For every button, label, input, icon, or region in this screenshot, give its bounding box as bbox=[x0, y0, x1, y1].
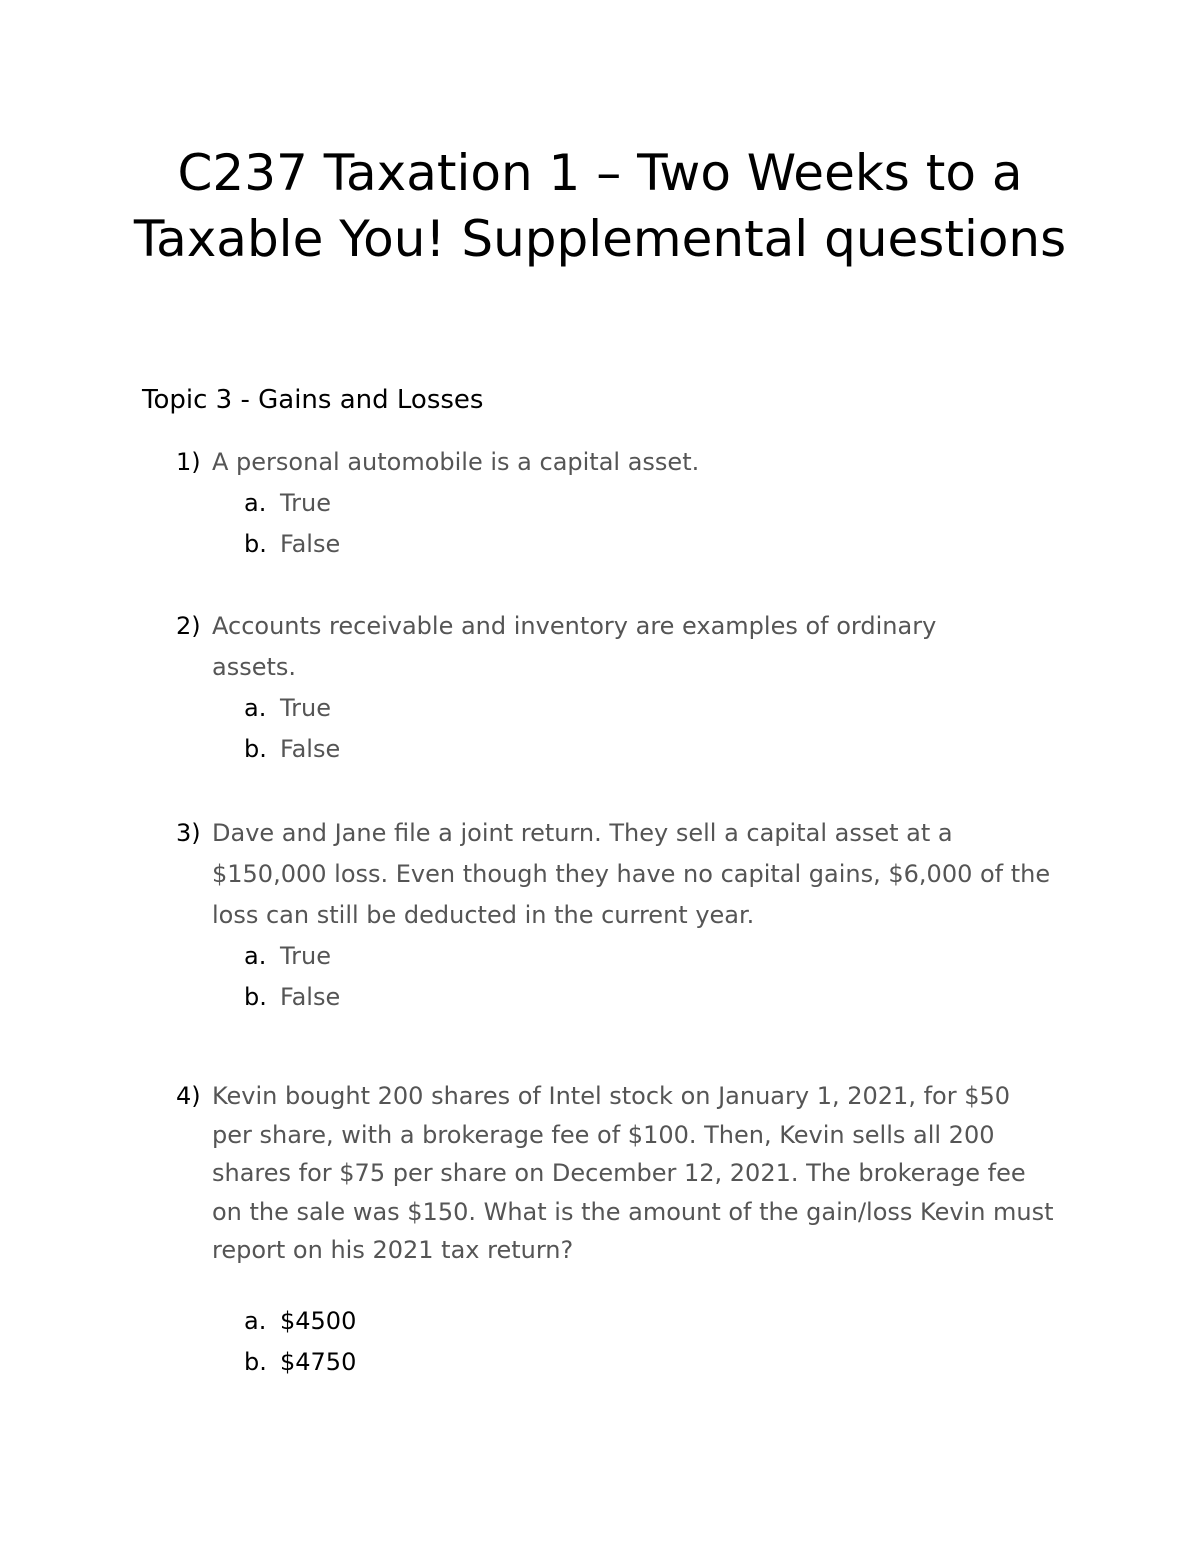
question-4 bbox=[176, 1077, 1056, 1383]
answer-option bbox=[244, 936, 1056, 977]
question-1 bbox=[176, 442, 1056, 565]
question-text: Kevin bought 200 shares of Intel stock on January 1, 2021, for $50 per share, with a brokerage fee of $100. Then, Kevin sells all 200 shares for $75 per share on December 12, 2021. The brokerage fee on the sale was $150. What is the amount of the gain/loss Kevin must report on his 2021 tax return? bbox=[212, 1082, 1054, 1264]
question-number: 2) bbox=[176, 612, 201, 640]
option-letter: b. bbox=[244, 1347, 267, 1376]
answer-option bbox=[244, 1342, 1056, 1383]
question-3 bbox=[176, 813, 1056, 1018]
question-2 bbox=[176, 606, 1056, 770]
answer-option bbox=[244, 977, 1056, 1018]
question-text: Dave and Jane file a joint return. They sell a capital asset at a $150,000 loss. Even though they have no capital gains, $6,000 of the loss can still be deducted in the current year. bbox=[212, 819, 1051, 929]
option-text: False bbox=[280, 983, 341, 1011]
option-text: True bbox=[280, 694, 331, 722]
option-letter: b. bbox=[244, 735, 267, 763]
option-text: True bbox=[280, 489, 331, 517]
question-text: A personal automobile is a capital asset. bbox=[212, 448, 700, 476]
option-text: True bbox=[280, 942, 331, 970]
option-text: False bbox=[280, 735, 341, 763]
option-letter: a. bbox=[244, 942, 267, 970]
option-letter: b. bbox=[244, 983, 267, 1011]
option-letter: b. bbox=[244, 530, 267, 558]
section-heading: Topic 3 - Gains and Losses bbox=[142, 385, 484, 415]
question-text: Accounts receivable and inventory are examples of ordinary assets. bbox=[212, 612, 937, 681]
option-letter: a. bbox=[244, 1306, 267, 1335]
answer-option bbox=[244, 729, 1056, 770]
answer-option bbox=[244, 524, 1056, 565]
answer-option bbox=[244, 688, 1056, 729]
question-number: 3) bbox=[176, 819, 201, 847]
question-number: 1) bbox=[176, 448, 201, 476]
answer-option bbox=[244, 483, 1056, 524]
document-title: C237 Taxation 1 – Two Weeks to a Taxable You! Supplemental questions bbox=[133, 144, 1067, 268]
answer-option bbox=[244, 1301, 1056, 1342]
option-letter: a. bbox=[244, 489, 267, 517]
question-number: 4) bbox=[176, 1082, 201, 1110]
option-text: False bbox=[280, 530, 341, 558]
option-text: $4750 bbox=[280, 1347, 357, 1376]
option-text: $4500 bbox=[280, 1306, 357, 1335]
option-letter: a. bbox=[244, 694, 267, 722]
